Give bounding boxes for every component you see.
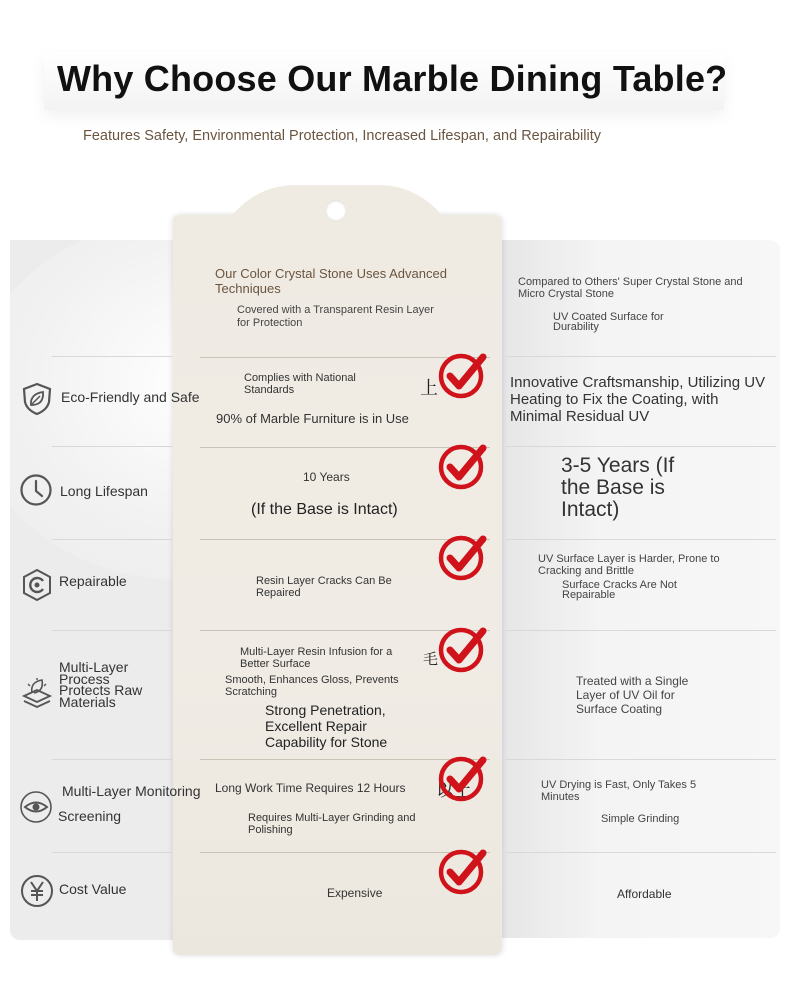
others-subheading: UV Coated Surface for Durability: [553, 311, 664, 333]
ours-multilayer-penetration: Strong Penetration, Excellent Repair Capability for Stone: [265, 702, 388, 750]
row-divider: [506, 446, 776, 447]
row-divider: [52, 852, 172, 853]
others-repairable-hard: UV Surface Layer is Harder, Prone to Cracking and Brittle: [538, 553, 720, 577]
ours-multilayer-infusion: Multi-Layer Resin Infusion for a Better Surface: [240, 646, 393, 670]
check-icon: [437, 531, 489, 583]
eye-icon: [19, 790, 53, 824]
row-divider: [52, 446, 172, 447]
ours-repairable: Resin Layer Cracks Can Be Repaired: [256, 575, 392, 599]
row-divider: [506, 759, 776, 760]
others-multilayer: Treated with a Single Layer of UV Oil for Surface Coating: [576, 674, 689, 716]
label-line: Process: [59, 670, 110, 687]
others-repairable-cracks: Surface Cracks Are Not Repairable: [562, 579, 677, 601]
row-divider: [506, 356, 776, 357]
row-divider: [52, 356, 172, 357]
row-label-monitoring: Multi-Layer Monitoring: [62, 783, 201, 799]
row-divider: [52, 759, 172, 760]
ours-lifespan-condition: (If the Base is Intact): [251, 501, 398, 518]
row-divider: [506, 852, 776, 853]
check-icon: [437, 440, 489, 492]
others-eco: Innovative Craftsmanship, Utilizing UV Heating to Fix the Coating, with Minimal Residual UV: [510, 374, 766, 425]
others-lifespan: 3-5 Years (If the Base is Intact): [561, 454, 675, 521]
repair-icon: [20, 568, 54, 602]
clock-icon: [19, 473, 53, 507]
row-divider: [52, 630, 172, 631]
row-divider: [506, 539, 776, 540]
row-divider: [506, 630, 776, 631]
layers-leaf-icon: [20, 676, 54, 710]
ours-cost: Expensive: [327, 886, 383, 900]
label-line: Protects Raw: [59, 682, 143, 698]
row-label-screening: Screening: [58, 808, 122, 824]
row-label-multi-layer-process: [59, 659, 143, 710]
stray-glyph: 上: [420, 378, 438, 398]
row-label-eco-friendly: Eco-Friendly and Safe: [61, 389, 200, 405]
check-icon: [437, 349, 489, 401]
others-monitoring-drying: UV Drying is Fast, Only Takes 5 Minutes: [541, 779, 697, 803]
others-monitoring-grinding: Simple Grinding: [601, 813, 680, 825]
page-title: Why Choose Our Marble Dining Table?: [57, 58, 728, 99]
ours-monitoring-time: Long Work Time Requires 12 Hours: [215, 781, 406, 795]
leaf-shield-icon: [20, 382, 54, 416]
stray-glyph: 以上: [436, 780, 472, 800]
ours-lifespan-years: 10 Years: [303, 470, 350, 484]
others-heading: Compared to Others' Super Crystal Stone and Micro Crystal Stone: [518, 276, 743, 300]
ours-eco-usage: 90% of Marble Furniture is in Use: [216, 411, 409, 426]
label-line: Materials: [59, 693, 116, 710]
page-subtitle: Features Safety, Environmental Protection, Increased Lifespan, and Repairability: [83, 128, 601, 144]
row-divider: [52, 539, 172, 540]
others-cost: Affordable: [617, 887, 672, 901]
tag-top-arch: [215, 185, 459, 265]
ours-eco-standards: Complies with National Standards: [244, 372, 356, 396]
check-icon: [437, 752, 489, 804]
label-line: Multi-Layer: [59, 659, 129, 675]
ours-multilayer-smooth: Smooth, Enhances Gloss, Prevents Scratching: [225, 674, 399, 698]
tag-hole: [326, 200, 346, 220]
check-icon: [437, 845, 489, 897]
stray-glyph: 毛: [423, 651, 439, 668]
yen-coin-icon: [20, 874, 54, 908]
row-label-cost-value: Cost Value: [59, 881, 127, 897]
check-icon: [437, 623, 489, 675]
ours-monitoring-grinding: Requires Multi-Layer Grinding and Polishing: [248, 812, 416, 836]
ours-subheading: Covered with a Transparent Resin Layer for Protection: [237, 304, 434, 329]
row-label-long-lifespan: Long Lifespan: [60, 483, 148, 499]
row-label-repairable: Repairable: [59, 573, 127, 589]
ours-heading: Our Color Crystal Stone Uses Advanced Techniques: [215, 266, 447, 296]
